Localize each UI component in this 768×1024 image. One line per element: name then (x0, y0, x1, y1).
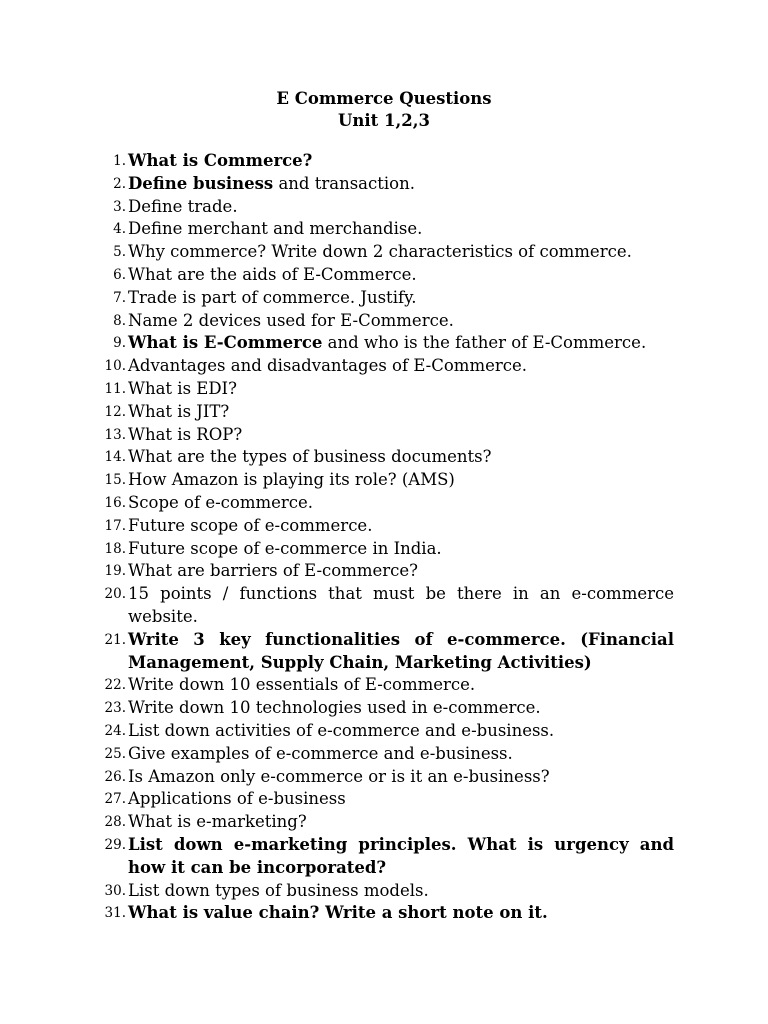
list-item (0, 287, 674, 310)
question-plain-text: How Amazon is playing its role? (AMS) (128, 470, 455, 490)
question-text (128, 720, 674, 743)
question-plain-text: Applications of e-business (128, 789, 346, 809)
question-bold-text: What is Commerce? (128, 151, 313, 170)
question-number: 24. (104, 722, 126, 739)
question-number: 21. (104, 631, 126, 648)
list-item (0, 788, 674, 811)
document-subtitle: Unit 1,2,3 (338, 111, 430, 130)
question-number: 18. (104, 540, 126, 557)
list-item (0, 173, 674, 196)
question-number: 19. (104, 563, 126, 580)
question-number: 12. (104, 403, 126, 420)
question-text (128, 310, 674, 333)
list-item (0, 674, 674, 697)
question-plain-text: Trade is part of commerce. Justify. (128, 287, 417, 307)
question-plain-text: Is Amazon only e-commerce or is it an e-business? (128, 766, 550, 786)
list-item (0, 241, 674, 264)
question-text (128, 492, 674, 515)
list-item (0, 834, 674, 880)
question-plain-text: What is JIT? (128, 401, 230, 421)
list-item (0, 264, 674, 287)
question-text (128, 560, 674, 583)
question-plain-text: What is e-marketing? (128, 812, 307, 832)
question-plain-text: What are the types of business documents? (128, 447, 492, 467)
question-text (128, 264, 674, 287)
question-bold-text: Define business (128, 173, 274, 193)
question-number: 7. (113, 289, 126, 306)
question-text (128, 583, 674, 629)
question-plain-text: Define trade. (128, 196, 238, 216)
question-text (128, 287, 674, 310)
question-plain-text: Advantages and disadvantages of E-Commerce. (128, 356, 528, 376)
question-number: 9. (113, 335, 126, 352)
question-number: 16. (104, 494, 126, 511)
list-item (0, 880, 674, 903)
question-plain-text: and who is the father of E-Commerce. (322, 333, 647, 353)
question-text (128, 902, 674, 925)
list-item (0, 469, 674, 492)
question-plain-text: Name 2 devices used for E-Commerce. (128, 310, 454, 330)
question-plain-text: What are barriers of E-commerce? (128, 561, 419, 581)
question-plain-text: 15 points / functions that must be there in an e-commerce website. (128, 584, 674, 626)
question-plain-text: List down types of business models. (128, 880, 429, 900)
question-number: 25. (104, 745, 126, 762)
question-number: 31. (104, 905, 126, 922)
list-item (0, 560, 674, 583)
question-plain-text: What are the aids of E-Commerce. (128, 264, 417, 284)
question-plain-text: Write down 10 technologies used in e-commerce. (128, 698, 541, 718)
question-number: 27. (104, 791, 126, 808)
list-item (0, 150, 674, 173)
question-text (128, 150, 674, 173)
list-item (0, 766, 674, 789)
question-number: 20. (104, 586, 126, 603)
question-text (128, 629, 674, 675)
question-bold-text: What is value chain? Write a short note on it. (128, 903, 548, 923)
question-text (128, 766, 674, 789)
list-item (0, 902, 674, 925)
question-number: 28. (104, 814, 126, 831)
question-number: 15. (104, 472, 126, 489)
list-item (0, 218, 674, 241)
list-item (0, 720, 674, 743)
question-text (128, 538, 674, 561)
document-title: E Commerce Questions (276, 89, 492, 108)
question-text (128, 241, 674, 264)
question-text (128, 196, 674, 219)
list-item (0, 355, 674, 378)
list-item (0, 401, 674, 424)
question-text (128, 424, 674, 447)
question-bold-text: List down e-marketing principles. What is urgency and how it can be incorporated? (128, 834, 674, 877)
question-list (0, 150, 768, 925)
question-text (128, 378, 674, 401)
question-plain-text: Scope of e-commerce. (128, 492, 314, 512)
question-plain-text: List down activities of e-commerce and e-business. (128, 720, 555, 740)
question-text (128, 811, 674, 834)
question-text (128, 446, 674, 469)
question-number: 3. (113, 198, 126, 215)
question-bold-text: Write 3 key functionalities of e-commerce. (Financial Management, Supply Chain, Marketing Activities) (128, 629, 674, 672)
list-item (0, 446, 674, 469)
question-plain-text: Future scope of e-commerce in India. (128, 538, 442, 558)
question-plain-text: Define merchant and merchandise. (128, 219, 423, 239)
question-number: 2. (113, 175, 126, 192)
list-item (0, 424, 674, 447)
list-item (0, 378, 674, 401)
question-number: 10. (104, 358, 126, 375)
list-item (0, 310, 674, 333)
question-number: 8. (113, 312, 126, 329)
question-text (128, 515, 674, 538)
question-text (128, 880, 674, 903)
question-number: 23. (104, 700, 126, 717)
question-number: 6. (113, 266, 126, 283)
question-text (128, 469, 674, 492)
question-plain-text: and transaction. (273, 173, 415, 193)
question-number: 30. (104, 882, 126, 899)
list-item (0, 629, 674, 675)
question-plain-text: Write down 10 essentials of E-commerce. (128, 675, 476, 695)
question-number: 22. (104, 677, 126, 694)
question-number: 1. (113, 153, 126, 169)
question-number: 11. (104, 380, 126, 397)
question-text (128, 218, 674, 241)
question-text (128, 788, 674, 811)
question-text (128, 834, 674, 880)
question-number: 26. (104, 768, 126, 785)
document-header (0, 88, 768, 132)
list-item (0, 538, 674, 561)
list-item (0, 697, 674, 720)
list-item (0, 196, 674, 219)
list-item (0, 811, 674, 834)
question-text (128, 743, 674, 766)
question-number: 5. (113, 244, 126, 261)
list-item (0, 332, 674, 355)
question-plain-text: Future scope of e-commerce. (128, 515, 373, 535)
list-item (0, 492, 674, 515)
question-plain-text: Why commerce? Write down 2 characteristics of commerce. (128, 242, 632, 262)
question-plain-text: What is EDI? (128, 378, 237, 398)
list-item (0, 515, 674, 538)
question-text (128, 674, 674, 697)
question-number: 17. (104, 517, 126, 534)
question-text (128, 697, 674, 720)
question-text (128, 332, 674, 355)
list-item (0, 583, 674, 629)
question-plain-text: Give examples of e-commerce and e-business. (128, 743, 513, 763)
question-number: 13. (104, 426, 126, 443)
question-number: 14. (104, 449, 126, 466)
question-number: 29. (104, 836, 126, 853)
question-bold-text: What is E-Commerce (128, 333, 323, 353)
question-text (128, 355, 674, 378)
question-text (128, 173, 674, 196)
list-item (0, 743, 674, 766)
question-text (128, 401, 674, 424)
question-number: 4. (113, 221, 126, 238)
question-plain-text: What is ROP? (128, 424, 243, 444)
